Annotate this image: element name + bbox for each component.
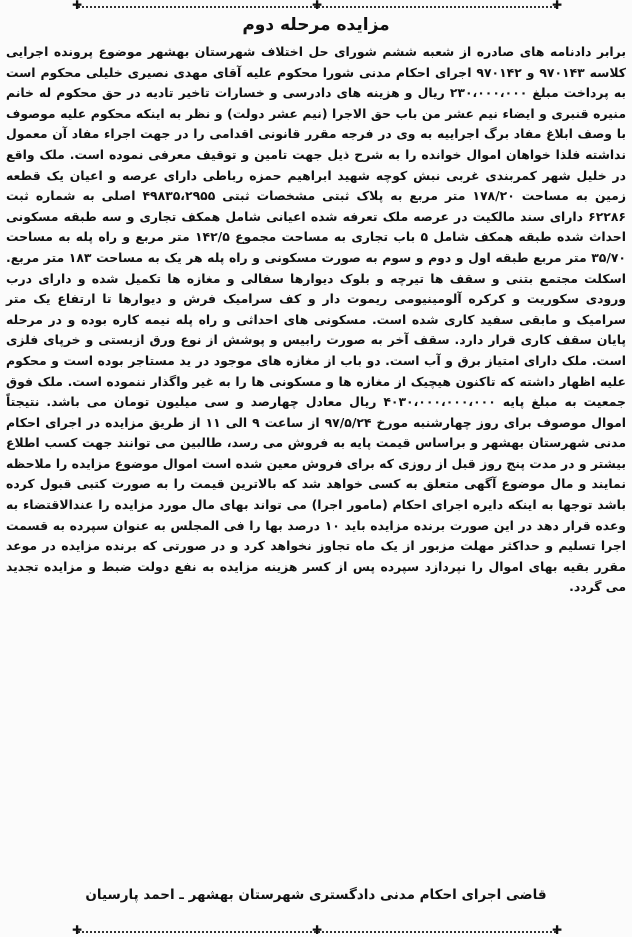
notice-signature: قاضی اجرای احکام مدنی دادگستری شهرستان بهشهر ـ احمد پارسیان — [85, 887, 547, 903]
bottom-dotted-rule — [72, 923, 562, 937]
cross-ornament-left: ✚ — [72, 923, 83, 937]
top-dotted-rule — [72, 0, 562, 12]
cross-ornament-right: ✚ — [551, 923, 562, 937]
cross-ornament-middle: ✚ — [311, 0, 323, 12]
notice-title: مزایده مرحله دوم — [242, 15, 390, 35]
cross-ornament-left: ✚ — [72, 0, 83, 12]
notice-body: برابر دادنامه های صادره از شعبه ششم شورای حل اختلاف شهرستان بهشهر موضوع پرونده اجرایی کلاسه ۹۷۰۱۴۳ و ۹۷۰۱۴۲ اجرای احکام مدنی شورا محکوم علیه آقای مهدی نصیری خلیلی محکوم است به پرداخت مبلغ ۲۳۰،۰۰۰،۰۰۰ ریال و هزینه های دادرسی و خسارات تاخیر تادیه در حق محکوم له خانم منیره قنبری و ایضاء نیم عشر من باب حق الاجرا (نیم عشر دولت) و نظر به اینکه محکوم علیه موصوف با وصف ابلاغ مفاد برگ اجراییه به وی در فرجه مقرر قانونی اقدامی را در جهت اجراء مفاد آن معمول نداشته فلذا خواهان اموال خوانده را به شرح ذیل جهت تامین و توقیف معرفی نموده است. ملک واقع در خلیل شهر کمربندی غربی نبش کوچه شهید ابراهیم حمزه رباطی دارای عرصه و اعیان یک قطعه زمین به مساحت ۱۷۸/۲۰ متر مربع به پلاک ثبتی مشخصات ثبتی ۴۹۸۳۵،۲۹۵۵ اصلی به شماره ثبت ۶۲۲۸۶ دارای سند مالکیت در عرصه ملک تعرفه شده اعیانی شامل همکف تجاری و سه طبقه مسکونی احداث شده طبقه همکف شامل ۵ باب تجاری به مساحت مجموع ۱۴۲/۵ متر مربع و راه پله به مساحت ۳۵/۷۰ متر مربع طبقه اول و دوم و سوم به صورت مسکونی و راه پله هر یک به مساحت ۱۸۳ متر مربع. اسکلت مجتمع بتنی و سقف ها تیرچه و بلوک دیوارها سفالی و مغازه ها تکمیل شده و دارای درب ورودی سکوریت و کرکره آلومینیومی ریموت دار و کف سرامیک فرش و دیوارها تا ارتفاع یک متر سرامیک و مابقی سفید کاری شده است. مسکونی های احداثی و راه پله نیمه کاره بوده و در مرحله پایان سقف کاری قرار دارد. سقف آخر به صورت رابیس و پوشش از نوع ورق ازبستی و خرپای فلزی است. ملک دارای امتیاز برق و آب است. دو باب از مغازه های موجود در ید مستاجر بوده است و محکوم علیه اظهار داشته که تاکنون هیچیک از مغازه ها و مسکونی ها را به غیر واگذار ننموده است. ملک فوق جمعیت به مبلغ پایه ۴۰۳۰،۰۰۰،۰۰۰،۰۰۰ ریال معادل چهارصد و سی میلیون تومان می باشد. نتیجتاً اموال موصوف برای روز چهارشنبه مورخ ۹۷/۵/۲۴ از ساعت ۹ الی ۱۱ از طریق مزایده در اجرای احکام مدنی شهرستان بهشهر و براساس قیمت پایه به فروش می رسد، طالبین می توانند جهت کسب اطلاع بیشتر و در مدت پنج روز قبل از روزی که برای فروش معین شده است اموال موضوع مزایده را ملاحظه نمایند و مال موضوع آگهی متعلق به کسی خواهد شد که بالاترین قیمت را به صورت کتبی قبول کرده باشد توجها به اینکه دایره اجرای احکام (مامور اجرا) می تواند بهای مال مورد مزایده را عندالاقتضاء به وعده قرار دهد در این صورت برنده مزایده باید ۱۰ درصد بها را فی المجلس به عنوان سپرده به قسمت اجرا تسلیم و حداکثر مهلت مزبور از یک ماه تجاوز نخواهد کرد و در صورتی که برنده مزایده در موعد مقرر بقیه بهای اموال را نپردازد سپرده پس از کسر هزینه مزایده به نفع دولت ضبط و مزایده تجدید می گردد. — [6, 44, 626, 595]
cross-ornament-right: ✚ — [551, 0, 562, 12]
cross-ornament-middle: ✚ — [311, 923, 323, 937]
